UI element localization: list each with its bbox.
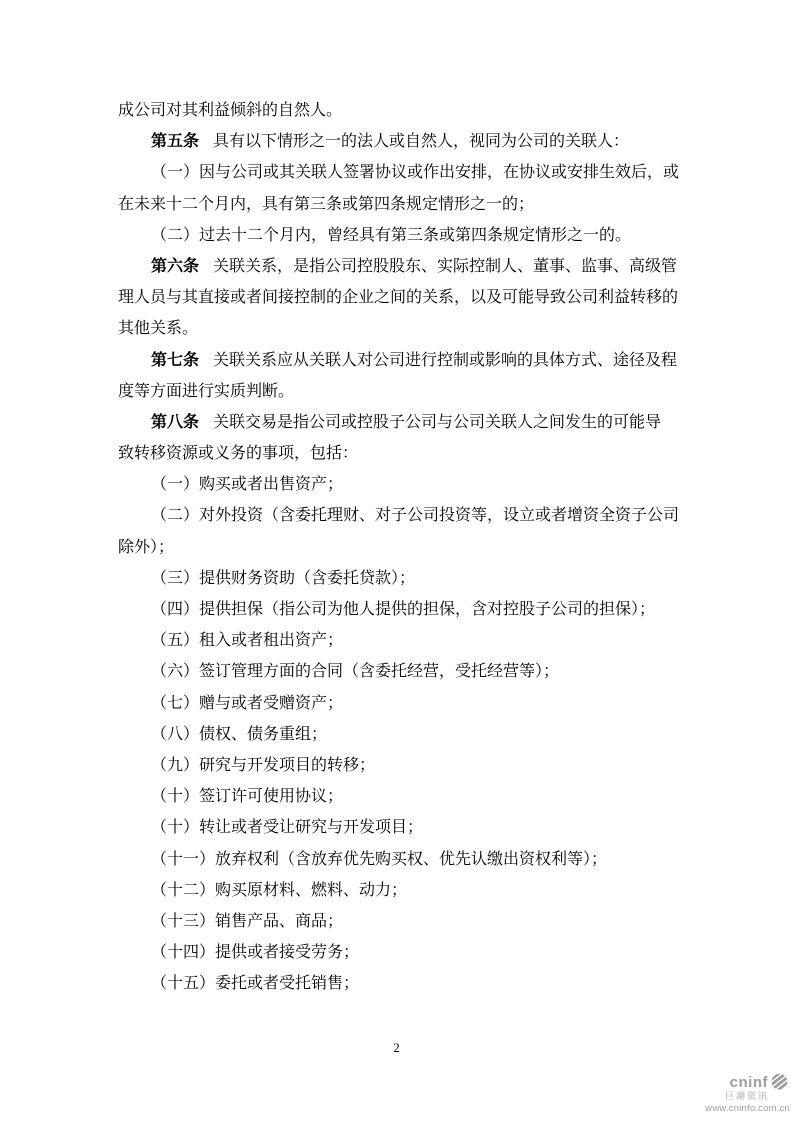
document-line <box>118 469 682 500</box>
line-text: 关联关系，是指公司控股股东、实际控制人、董事、监事、高级管 <box>213 257 678 275</box>
cninfo-brand-text: cninf <box>729 1074 768 1091</box>
line-text: 致转移资源或义务的事项，包括： <box>118 445 359 463</box>
document-line <box>118 656 682 687</box>
cninfo-url: www.cninfo.com.cn <box>705 1103 790 1114</box>
document-line <box>118 875 682 906</box>
document-line <box>118 407 682 438</box>
article-number: 第八条 <box>151 413 200 431</box>
document-line <box>118 719 682 750</box>
line-text: （十三）销售产品、商品； <box>151 912 344 930</box>
document-line <box>118 812 682 843</box>
document-line <box>118 157 682 188</box>
article-number: 第五条 <box>151 133 200 151</box>
document-line <box>118 126 682 157</box>
document-line <box>118 688 682 719</box>
line-text: （七）赠与或者受赠资产； <box>151 694 344 712</box>
document-line <box>118 95 682 126</box>
document-line <box>118 345 682 376</box>
document-line <box>118 438 682 469</box>
line-text: 关联交易是指公司或控股子公司与公司关联人之间发生的可能导 <box>213 413 662 431</box>
document-line <box>118 376 682 407</box>
cninfo-watermark <box>705 1073 790 1114</box>
document-line <box>118 844 682 875</box>
line-text: （一）购买或者出售资产； <box>151 476 344 494</box>
line-text: （五）租入或者租出资产； <box>151 632 344 650</box>
line-text: 除外）； <box>118 538 175 556</box>
line-text: 度等方面进行实质判断。 <box>118 382 295 400</box>
article-number: 第七条 <box>151 351 200 369</box>
document-line <box>118 625 682 656</box>
document-body <box>118 95 682 999</box>
line-text: （四）提供担保（指公司为他人提供的担保，含对控股子公司的担保）； <box>151 601 656 618</box>
document-line <box>118 500 682 531</box>
line-text: 关联关系应从关联人对公司进行控制或影响的具体方式、途径及程 <box>213 351 678 369</box>
document-line <box>118 282 682 313</box>
line-text: 在未来十二个月内，具有第三条或第四条规定情形之一的； <box>118 195 535 213</box>
line-text: （九）研究与开发项目的转移； <box>151 756 376 774</box>
line-text: （六）签订管理方面的合同（含委托经营，受托经营等）； <box>151 663 560 681</box>
line-text: 理人员与其直接或者间接控制的企业之间的关系，以及可能导致公司利益转移的 <box>118 289 679 307</box>
line-text: （二）过去十二个月内，曾经具有第三条或第四条规定情形之一的。 <box>151 226 632 244</box>
document-line <box>118 189 682 220</box>
document-line <box>118 937 682 968</box>
document-line <box>118 313 682 344</box>
line-text: （二）对外投资（含委托理财、对子公司投资等，设立或者增资全资子公司 <box>151 507 680 525</box>
line-text: （十一）放弃权利（含放弃优先购买权、优先认缴出资权利等）； <box>151 850 608 868</box>
line-text: 成公司对其利益倾斜的自然人。 <box>118 102 343 119</box>
document-line <box>118 594 682 625</box>
document-line <box>118 968 682 999</box>
article-number: 第六条 <box>151 257 200 275</box>
document-line <box>118 906 682 937</box>
line-text: （十四）提供或者接受劳务； <box>151 944 360 962</box>
page-number: 2 <box>393 1041 400 1055</box>
line-text: （十五）委托或者受托销售； <box>151 975 360 993</box>
document-line <box>118 220 682 251</box>
line-text: 具有以下情形之一的法人或自然人，视同为公司的关联人： <box>213 133 630 151</box>
document-line <box>118 251 682 282</box>
document-line <box>118 781 682 812</box>
line-text: （十）转让或者受让研究与开发项目； <box>151 819 424 837</box>
cninfo-swirl-icon <box>769 1073 790 1092</box>
document-line <box>118 563 682 594</box>
line-text: （八）债权、债务重组； <box>151 725 328 743</box>
line-text: （三）提供财务资助（含委托贷款）； <box>151 569 416 587</box>
line-text: （十二）购买原材料、燃料、动力； <box>151 881 408 899</box>
line-text: 其他关系。 <box>118 320 199 338</box>
line-text: （十）签订许可使用协议； <box>151 788 344 806</box>
document-line <box>118 532 682 563</box>
line-text: （一）因与公司或其关联人签署协议或作出安排，在协议或安排生效后，或 <box>151 164 680 182</box>
document-line <box>118 750 682 781</box>
cninfo-chinese-name: 巨潮资讯 <box>724 1091 769 1101</box>
